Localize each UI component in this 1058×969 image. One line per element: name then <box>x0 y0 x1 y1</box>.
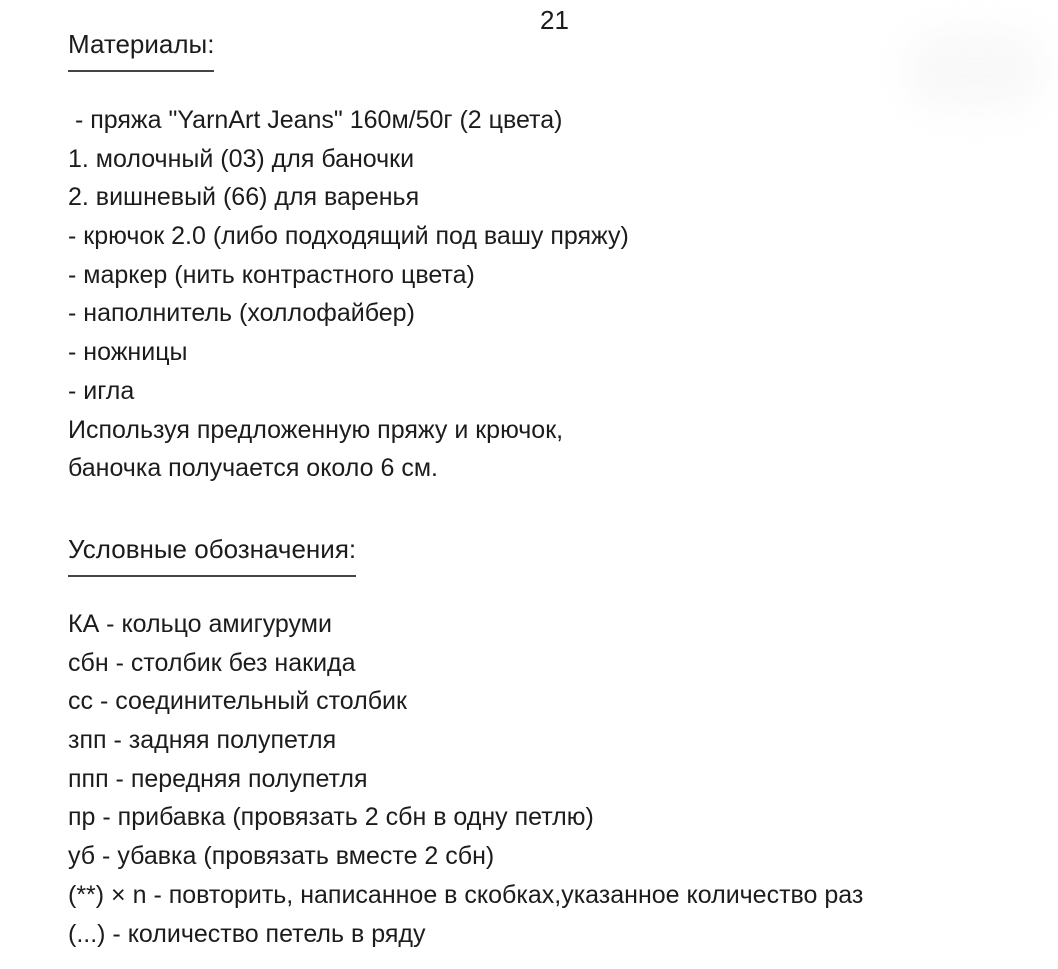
legend-item: пр - прибавка (провязать 2 сбн в одну петлю) <box>68 803 594 832</box>
legend-item: (...) - количество петель в ряду <box>68 919 426 948</box>
materials-item: - крючок 2.0 (либо подходящий под вашу пряжу) <box>68 222 629 251</box>
legend-list <box>68 605 863 953</box>
materials-note: баночка получается около 6 см. <box>68 454 438 483</box>
materials-item: - маркер (нить контрастного цвета) <box>68 260 475 289</box>
legend-heading-text: Условные обозначения: <box>68 534 357 564</box>
materials-note: Используя предложенную пряжу и крючок, <box>68 415 564 444</box>
materials-item: - наполнитель (холлофайбер) <box>68 299 415 328</box>
legend-heading <box>68 533 356 577</box>
materials-item: - пряжа "YarnArt Jeans" 160м/50г (2 цвета) <box>68 106 563 134</box>
legend-item: сс - соединительный столбик <box>68 687 407 716</box>
legend-item: (**) × n - повторить, написанное в скобках,указанное количество раз <box>68 880 864 909</box>
legend-item: КА - кольцо амигуруми <box>68 610 332 638</box>
materials-item: 2. вишневый (66) для варенья <box>68 183 420 212</box>
legend-item: уб - убавка (провязать вместе 2 сбн) <box>68 842 495 871</box>
materials-item: 1. молочный (03) для баночки <box>68 144 415 173</box>
legend-heading-underline <box>68 575 356 577</box>
materials-item: - ножницы <box>68 338 188 367</box>
materials-heading-text: Материалы: <box>68 29 215 59</box>
legend-item: зпп - задняя полупетля <box>68 726 337 755</box>
legend-item: ппп - передняя полупетля <box>68 764 368 793</box>
materials-heading-underline <box>68 70 214 72</box>
page-number: 21 <box>540 5 569 35</box>
materials-heading <box>68 28 214 72</box>
materials-item: - игла <box>68 376 135 405</box>
background-smudge <box>905 30 1045 110</box>
materials-list <box>68 101 629 488</box>
legend-item: сбн - столбик без накида <box>68 648 356 677</box>
